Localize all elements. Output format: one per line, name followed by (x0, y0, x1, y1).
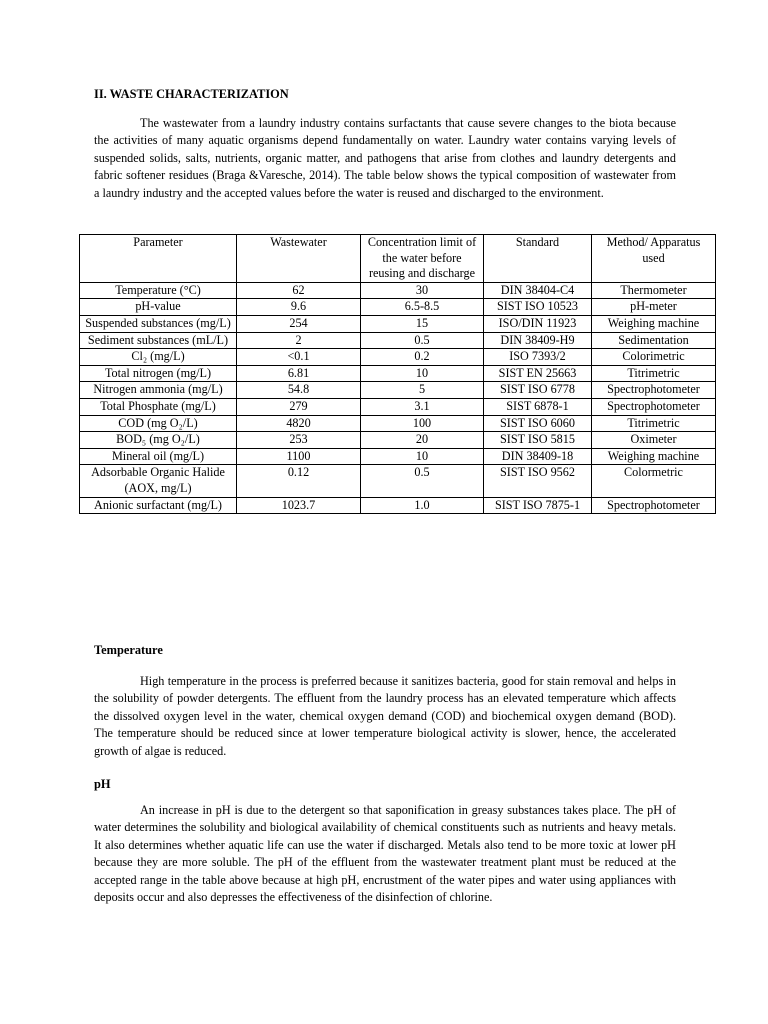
table-row (80, 432, 716, 449)
table-row (80, 282, 716, 299)
cell-standard: DIN 38409-18 (484, 448, 592, 465)
header-standard: Standard (484, 235, 592, 283)
cell-method: Spectrophotometer (592, 382, 716, 399)
cell-standard: SIST EN 25663 (484, 365, 592, 382)
cell-limit: 6.5-8.5 (361, 299, 484, 316)
document-body (94, 86, 676, 202)
cell-method: Spectrophotometer (592, 398, 716, 415)
cell-limit: 100 (361, 415, 484, 432)
header-parameter: Parameter (80, 235, 237, 283)
cell-wastewater: 254 (237, 315, 361, 332)
cell-limit: 0.5 (361, 332, 484, 349)
table-row (80, 332, 716, 349)
cell-standard: ISO 7393/2 (484, 349, 592, 366)
table-row (80, 415, 716, 432)
cell-limit: 3.1 (361, 398, 484, 415)
table-row (80, 448, 716, 465)
wastewater-composition-table (79, 234, 716, 514)
cell-method: Colormetric (592, 465, 716, 497)
cell-method: Sedimentation (592, 332, 716, 349)
table-row (80, 315, 716, 332)
cell-standard: SIST ISO 10523 (484, 299, 592, 316)
cell-parameter: COD (mg O₂/L) (80, 415, 237, 432)
cell-wastewater: 253 (237, 432, 361, 449)
cell-parameter: Cl₂ (mg/L) (80, 349, 237, 366)
cell-standard: SIST ISO 9562 (484, 465, 592, 497)
cell-method: pH-meter (592, 299, 716, 316)
cell-method: Colorimetric (592, 349, 716, 366)
table-row (80, 398, 716, 415)
table-row (80, 299, 716, 316)
cell-standard: SIST ISO 7875-1 (484, 497, 592, 514)
cell-limit: 5 (361, 382, 484, 399)
cell-wastewater: 4820 (237, 415, 361, 432)
cell-method: Oximeter (592, 432, 716, 449)
header-wastewater: Wastewater (237, 235, 361, 283)
cell-method: Titrimetric (592, 365, 716, 382)
cell-parameter: Temperature (°C) (80, 282, 237, 299)
table-header-row (80, 235, 716, 283)
cell-method: Spectrophotometer (592, 497, 716, 514)
cell-method: Weighing machine (592, 448, 716, 465)
ph-paragraph: An increase in pH is due to the detergent so that saponification in greasy substances takes place. The pH of water determines the solubility and biological availability of chemical constituents such as nutrients and heavy metals. It also determines whether aquatic life can use the water if discharged. Metals also tend to be more toxic at lower pH because they are more soluble. The pH of the effluent from the wastewater treatment plant must be reduced at the accepted range in the table above because at high pH, encrustment of the water pipes and water using appliances with deposits occur and also depresses the effectiveness of the disinfection of chlorine. (94, 803, 676, 905)
cell-limit: 1.0 (361, 497, 484, 514)
cell-wastewater: 0.12 (237, 465, 361, 497)
cell-parameter: Nitrogen ammonia (mg/L) (80, 382, 237, 399)
table-row (80, 465, 716, 497)
cell-standard: SIST ISO 6060 (484, 415, 592, 432)
cell-method: Titrimetric (592, 415, 716, 432)
intro-paragraph: The wastewater from a laundry industry contains surfactants that cause severe changes to the biota because the activities of many aquatic organisms depend fundamentally on water. Laundry water contains varying levels of suspended solids, salts, nutrients, organic matter, and pathogens that arise from clothes and laundry detergents and fabric softener residues (Braga &Varesche, 2014). The table below shows the typical composition of wastewater from a laundry industry and the accepted values before the water is reused and discharged to the environment. (94, 116, 676, 200)
cell-wastewater: 62 (237, 282, 361, 299)
header-concentration-limit: Concentration limit of the water before reusing and discharge (361, 235, 484, 283)
cell-parameter: Suspended substances (mg/L) (80, 315, 237, 332)
cell-standard: SIST ISO 5815 (484, 432, 592, 449)
cell-parameter: pH-value (80, 299, 237, 316)
cell-wastewater: 54.8 (237, 382, 361, 399)
cell-wastewater: 2 (237, 332, 361, 349)
cell-limit: 10 (361, 448, 484, 465)
cell-standard: SIST 6878-1 (484, 398, 592, 415)
section-title: II. WASTE CHARACTERIZATION (94, 87, 289, 101)
cell-parameter: Total Phosphate (mg/L) (80, 398, 237, 415)
ph-heading: pH (94, 777, 111, 791)
cell-wastewater: 1100 (237, 448, 361, 465)
table-row (80, 349, 716, 366)
cell-standard: SIST ISO 6778 (484, 382, 592, 399)
cell-parameter: Total nitrogen (mg/L) (80, 365, 237, 382)
cell-limit: 0.2 (361, 349, 484, 366)
cell-parameter: Anionic surfactant (mg/L) (80, 497, 237, 514)
header-method: Method/ Apparatus used (592, 235, 716, 283)
temperature-paragraph: High temperature in the process is preferred because it sanitizes bacteria, good for stain removal and helps in the solubility of powder detergents. The effluent from the laundry process has an elevated temperature which affects the dissolved oxygen level in the water, chemical oxygen demand (COD) and biochemical oxygen demand (BOD). The temperature should be reduced since at lower temperature biological activity is slower, hence, the accelerated growth of algae is reduced. (94, 674, 676, 758)
cell-parameter: Mineral oil (mg/L) (80, 448, 237, 465)
cell-standard: ISO/DIN 11923 (484, 315, 592, 332)
cell-limit: 10 (361, 365, 484, 382)
cell-standard: DIN 38409-H9 (484, 332, 592, 349)
cell-wastewater: 279 (237, 398, 361, 415)
temperature-heading: Temperature (94, 643, 163, 657)
table-row (80, 497, 716, 514)
table-row (80, 365, 716, 382)
cell-limit: 20 (361, 432, 484, 449)
cell-method: Weighing machine (592, 315, 716, 332)
cell-limit: 15 (361, 315, 484, 332)
cell-standard: DIN 38404-C4 (484, 282, 592, 299)
cell-wastewater: 9.6 (237, 299, 361, 316)
cell-limit: 0.5 (361, 465, 484, 497)
cell-parameter: Sediment substances (mL/L) (80, 332, 237, 349)
cell-parameter: Adsorbable Organic Halide (AOX, mg/L) (80, 465, 237, 497)
cell-limit: 30 (361, 282, 484, 299)
cell-parameter: BOD₅ (mg O₂/L) (80, 432, 237, 449)
cell-method: Thermometer (592, 282, 716, 299)
table-row (80, 382, 716, 399)
cell-wastewater: 6.81 (237, 365, 361, 382)
cell-wastewater: 1023.7 (237, 497, 361, 514)
cell-wastewater: <0.1 (237, 349, 361, 366)
